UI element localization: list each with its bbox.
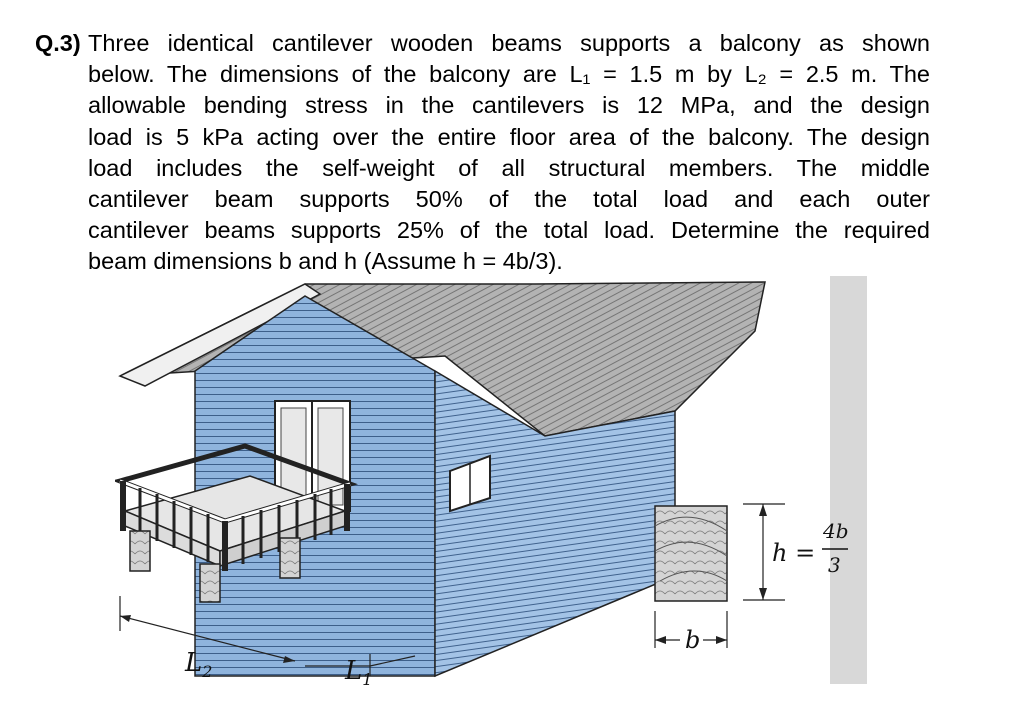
question-line: below. The dimensions of the balcony are L₁ = 1.5 m by L₂ = 2.5 m. The — [88, 61, 930, 88]
question-line: allowable bending stress in the cantilevers is 12 MPa, and the design — [88, 92, 930, 119]
dimension-l1-label: $L_1$ — [345, 656, 373, 686]
cantilever-beam-middle — [280, 538, 300, 578]
dimension-l2-label: $L_2$ — [185, 648, 213, 681]
question-line: beam dimensions b and h (Assume h = 4b/3). — [88, 248, 563, 275]
question-line: load is 5 kPa acting over the entire floor area of the balcony. The design — [88, 123, 930, 150]
cantilever-beam-outer-left — [200, 564, 220, 602]
section-h-denominator: 3 — [828, 553, 841, 577]
cross-section-wood-icon — [655, 506, 727, 601]
question-line: cantilever beam supports 50% of the total load and each outer — [88, 186, 930, 213]
cantilever-beam-outer-right — [130, 531, 150, 571]
section-b-label: b — [685, 626, 701, 654]
section-h-numerator: 4b — [823, 519, 849, 543]
balcony-figure — [115, 276, 867, 686]
question-line: cantilever beams supports 25% of the total load. Determine the required — [88, 217, 930, 244]
question-number: Q.3) — [35, 30, 81, 56]
question-line: Three identical cantilever wooden beams supports a balcony as shown — [88, 30, 930, 56]
question-text — [88, 28, 930, 278]
arrowhead — [120, 615, 131, 622]
scan-edge-strip — [830, 276, 867, 684]
question-line: load includes the self-weight of all structural members. The middle — [88, 154, 930, 181]
beam-cross-section — [655, 504, 785, 648]
section-h-label: h = — [772, 539, 816, 567]
